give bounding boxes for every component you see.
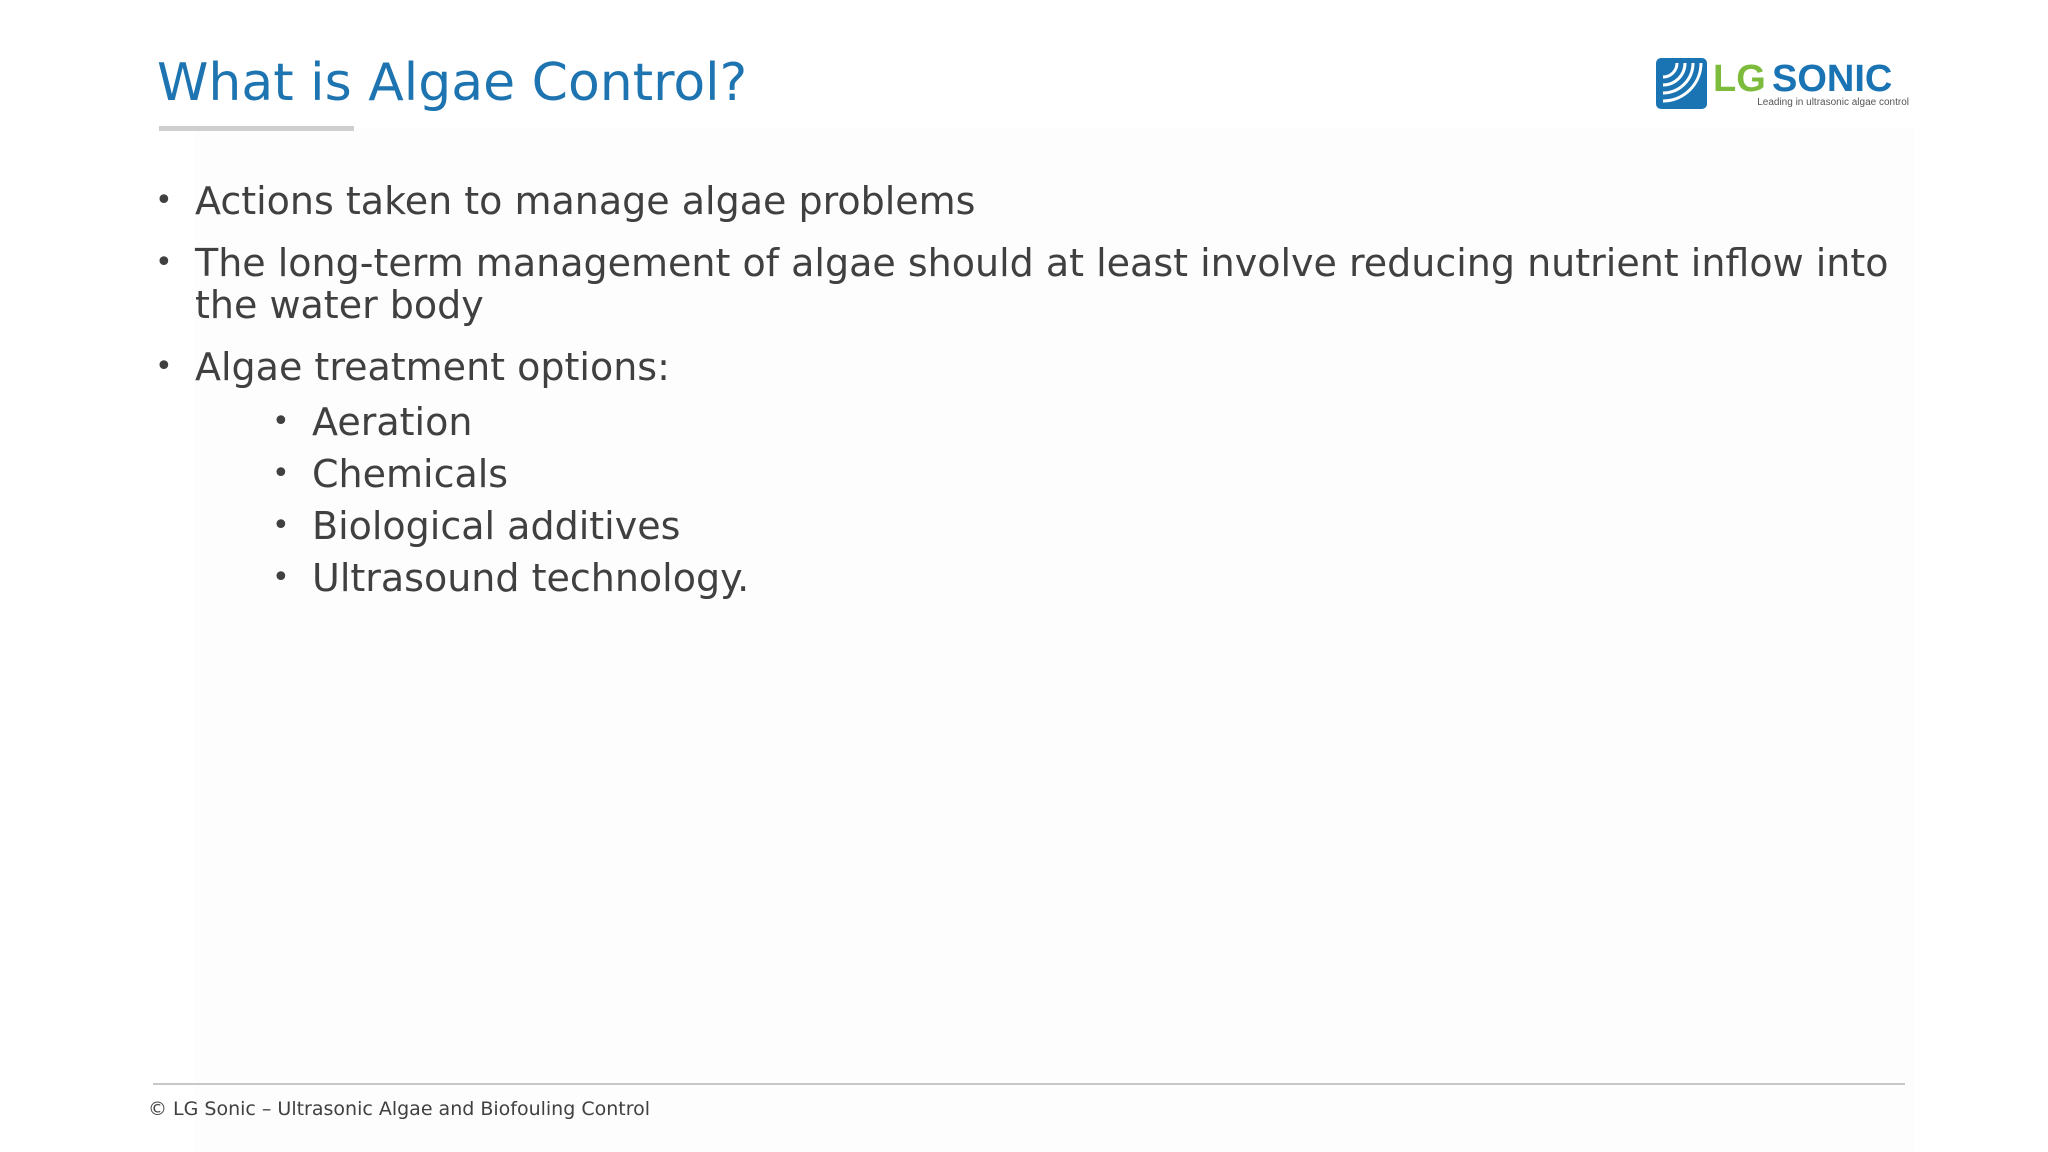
title-underline <box>159 126 354 131</box>
logo-tagline: Leading in ultrasonic algae control <box>1757 97 1909 108</box>
sub-bullet-text: Chemicals <box>312 452 509 496</box>
bullet-item <box>155 180 1895 222</box>
bullet-text: Algae treatment options: <box>195 345 670 389</box>
bullet-item <box>155 346 1895 604</box>
bullet-dot-icon: • <box>272 404 290 439</box>
sub-bullet-item <box>195 552 1895 604</box>
sub-bullet-text: Aeration <box>312 400 473 444</box>
sub-bullet-item <box>195 448 1895 500</box>
sub-bullet-text: Ultrasound technology. <box>312 556 750 600</box>
bullet-text: Actions taken to manage algae problems <box>195 179 976 223</box>
slide-title: What is Algae Control? <box>157 53 748 113</box>
sub-bullet-text: Biological additives <box>312 504 681 548</box>
footer-divider <box>153 1083 1905 1085</box>
bullet-text: The long-term management of algae should at least involve reducing nutrient inflow into the water body <box>195 241 1889 327</box>
footer-copyright: © LG Sonic – Ultrasonic Algae and Biofouling Control <box>148 1098 651 1120</box>
lg-sonic-logo <box>1655 55 1910 115</box>
bullet-dot-icon: • <box>272 560 290 595</box>
bullet-dot-icon: • <box>272 508 290 543</box>
sub-bullet-item <box>195 396 1895 448</box>
logo-lg-text: LG <box>1713 58 1766 100</box>
bullet-dot-icon: • <box>155 245 173 280</box>
sub-bullet-item <box>195 500 1895 552</box>
bullet-dot-icon: • <box>155 183 173 218</box>
bullet-item <box>155 242 1895 326</box>
sub-bullet-list <box>195 396 1895 604</box>
bullet-list <box>155 180 1895 624</box>
sonic-wave-icon <box>1656 58 1707 109</box>
bullet-dot-icon: • <box>155 349 173 384</box>
logo-sonic-text: SONIC <box>1772 58 1893 100</box>
bullet-dot-icon: • <box>272 456 290 491</box>
